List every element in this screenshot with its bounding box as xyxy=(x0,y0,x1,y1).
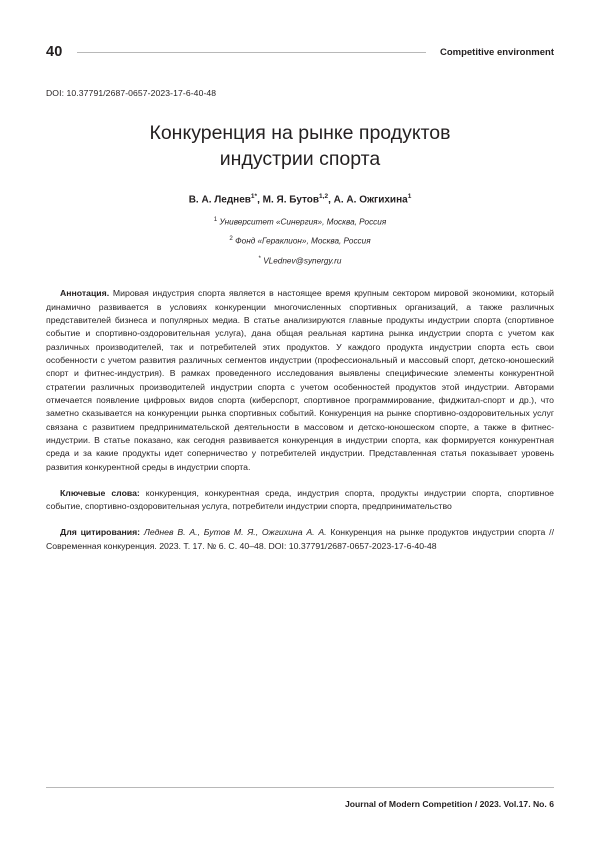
author-1-affiliation-marker: 1* xyxy=(250,192,258,200)
running-head xyxy=(46,44,554,60)
running-head-rule xyxy=(77,52,426,53)
page-title xyxy=(86,120,514,173)
author-3: , А. А. Ожгихина xyxy=(328,193,408,205)
page-number: 40 xyxy=(46,44,63,60)
keywords xyxy=(46,487,554,514)
affiliation-2-marker: 2 xyxy=(229,235,233,243)
title-line-1: Конкуренция на рынке продуктов xyxy=(149,122,451,144)
author-list xyxy=(46,193,554,205)
email-marker: * xyxy=(258,254,261,262)
corresponding-email[interactable] xyxy=(46,255,554,266)
abstract-label: Аннотация. xyxy=(60,288,110,299)
citation xyxy=(46,526,554,553)
affiliation-1-marker: 1 xyxy=(213,215,218,223)
citation-text: Конкуренция на рынке продуктов индустрии спорта // Современная конкуренция. 2023. Т. 17. № 6. С. 40–48. DOI: 10.37791/2687-0657-2023-17-6-40-48 xyxy=(46,527,554,551)
journal-section-title: Competitive environment xyxy=(439,46,554,58)
abstract xyxy=(46,287,554,473)
footer-rule xyxy=(46,787,554,788)
page-footer xyxy=(46,787,554,809)
email-text: VLednev@synergy.ru xyxy=(263,256,342,266)
abstract-text: Мировая индустрия спорта является в настоящее время крупным сектором мировой экономики, который динамично развивается в условиях конкуренции многочисленных спортивных организаций, а также различных представителей бизнеса и популярных медиа. В статье анализируются главные продукты индустрии спорта (спортивное событие и спортивно-оздоровительная услуга), дана общая реальная картина рынка индустрии спорта с учетом как различных производителей, так и потребителей этих продуктов. У каждого продукта индустрии спорта есть свои особенности с учетом развития различных сегментов индустрии (профессиональный и массовый спорт, детско-юношеский спорт и фитнес-индустрия). В рамках проведенного исследования выявлены специфические элементы конкурентной стратегии различных производителей индустрии спорта с учетом особенностей продуктов этой индустрии. Авторами отмечается появление цифровых видов спорта (киберспорт, спортивное программирование, фиджитал-спорт и др.), что заметно сказывается на конкуренции рынка спортивных событий. Конкуренция на рынке спортивно-оздоровительных услуг связана с развитием предпринимательской деятельности в массовом и детско-юношеском спорте, а также в фитнес-индустрии. В статье показано, как сегодня развивается конкуренция в индустрии спорта, как формируется конкурентная среда и за какие продукты идет соперничество у потребителей индустрии. Представленная статья показывает уровень развития конкурентной среды в индустрии спорта. xyxy=(46,288,554,472)
title-line-2: индустрии спорта xyxy=(219,148,381,171)
author-1: В. А. Леднев xyxy=(188,193,251,205)
doi-line: DOI: 10.37791/2687-0657-2023-17-6-40-48 xyxy=(46,88,217,98)
keywords-text: конкуренция, конкурентная среда, индустрия спорта, продукты индустрии спорта, спортивное событие, спортивно-оздоровительная услуга, потребители индустрии спорта, предпринимательство xyxy=(46,487,554,512)
author-3-affiliation-marker: 1 xyxy=(407,192,412,200)
affiliation-2-text: Фонд «Гераклион», Москва, Россия xyxy=(235,237,371,247)
citation-label: Для цитирования: xyxy=(60,527,141,538)
author-2-affiliation-marker: 1,2 xyxy=(319,192,329,200)
citation-authors: Леднев В. А., Бутов М. Я., Ожгихина А. А. xyxy=(140,527,327,538)
affiliation-2 xyxy=(46,235,554,247)
journal-footer-text: Journal of Modern Competition / 2023. Vol.17. No. 6 xyxy=(345,799,554,809)
keywords-label: Ключевые слова: xyxy=(60,487,140,498)
affiliation-1-text: Университет «Синергия», Москва, Россия xyxy=(219,217,387,227)
affiliation-1 xyxy=(46,216,554,228)
author-2: , М. Я. Бутов xyxy=(257,193,320,205)
